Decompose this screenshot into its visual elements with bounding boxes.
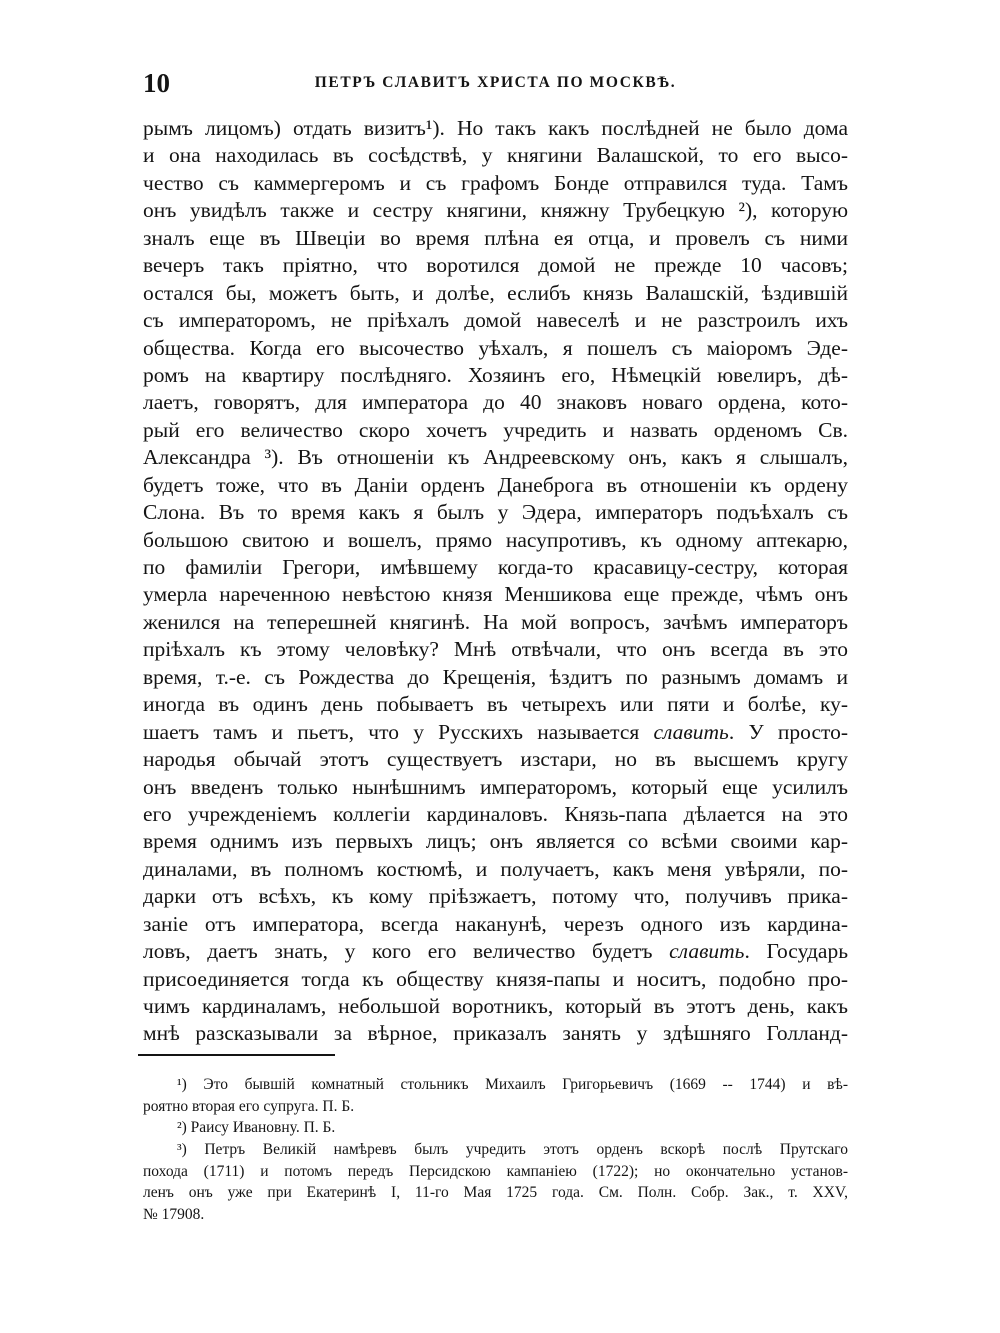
text-line: вечеръ такъ пріятно, что воротился домой не прежде 10 часовъ; (143, 253, 848, 278)
text-line: время, т.-е. съ Рождества до Крещенія, ѣздитъ по разнымъ домамъ и (143, 664, 848, 689)
text-line: и она находилась въ сосѣдствѣ, у княгини Валашской, то его высо- (143, 143, 848, 168)
text-line: съ императоромъ, не пріѣхалъ домой навеселѣ и не разстроилъ ихъ (143, 308, 848, 333)
text-line: общества. Когда его высочество уѣхалъ, я пошелъ съ маіоромъ Эде- (143, 335, 848, 360)
main-text (143, 115, 848, 1048)
text-line: будетъ тоже, что въ Даніи орденъ Данеброга въ отношеніи къ ордену (143, 472, 848, 497)
footnote-line: ленъ онъ уже при Екатеринѣ I, 11-го Мая 1725 года. См. Полн. Собр. Зак., т. XXV, (143, 1184, 848, 1202)
text-line: народья обычай этотъ существуетъ изстари, но въ высшемъ кругу (143, 747, 848, 772)
text-line: пріѣхалъ къ этому человѣку? Мнѣ отвѣчали, что онъ всегда въ это (143, 637, 848, 662)
text-line: лаетъ, говорятъ, для императора до 40 знаковъ новаго ордена, кото- (143, 390, 848, 415)
text-line: онъ увидѣлъ также и сестру княгини, княжну Трубецкую ²), которую (143, 198, 848, 223)
text-line: остался бы, можетъ быть, и долѣе, еслибъ князь Валашскій, ѣздившій (143, 280, 848, 305)
text-line: онъ введенъ только нынѣшнимъ императоромъ, который еще усилилъ (143, 774, 848, 799)
text-line: рымъ лицомъ) отдать визитъ¹). Но такъ какъ послѣдней не было дома (143, 116, 848, 140)
footnote-line: № 17908. (143, 1206, 205, 1224)
running-title: ПЕТРЪ СЛАВИТЪ ХРИСТА ПО МОСКВѢ. (314, 74, 677, 91)
text-line: умерла нареченною невѣстою князя Меншикова еще прежде, чѣмъ онъ (143, 582, 848, 607)
text-line: чимъ кардиналамъ, небольшой воротникъ, который въ этотъ день, какъ (143, 994, 848, 1018)
text-line: ловъ, даетъ знать, у кого его величество будетъ славить. Государь (143, 939, 848, 964)
footnote-line: ²) Раису Ивановну. П. Б. (177, 1119, 336, 1137)
text-line: ромъ на квартиру послѣдняго. Хозяинъ его, Нѣмецкій ювелиръ, дѣ- (143, 362, 848, 387)
text-line: женился на теперешней княгинѣ. На мой вопросъ, зачѣмъ императоръ (143, 609, 848, 634)
footnote-line: похода (1711) и потомъ передъ Персидскою кампаніею (1722); но окончательно установ- (143, 1162, 848, 1180)
text-line: Слона. Въ то время какъ я былъ у Эдера, императоръ подъѣхалъ съ (143, 500, 848, 525)
text-line: присоединяется тогда къ обществу князя-папы и носитъ, подобно про- (143, 966, 848, 991)
text-line: его учрежденіемъ коллегіи кардиналовъ. Князь-папа дѣлается на это (143, 801, 848, 826)
footnotes (143, 1074, 848, 1226)
text-line: шаетъ тамъ и пьетъ, что у Русскихъ называется славить. У просто- (143, 719, 849, 744)
text-line: чество съ каммергеромъ и съ графомъ Бонде отправился туда. Тамъ (143, 170, 848, 195)
text-line: дарки отъ всѣхъ, къ кому пріѣзжаетъ, потому что, получивъ прика- (143, 884, 848, 909)
text-line: Александра ³). Въ отношеніи къ Андреевскому онъ, какъ я слышалъ, (143, 445, 848, 470)
text-line: мнѣ разсказывали за вѣрное, приказалъ занять у здѣшняго Голланд- (143, 1021, 848, 1046)
text-line: иногда въ одинъ день побываетъ въ четырехъ или пяти и болѣе, ку- (143, 692, 848, 717)
text-line: рый его величество скоро хочетъ учредить и назвать орденомъ Св. (143, 417, 848, 442)
footnote-line: ³) Петръ Великій намѣревъ былъ учредить этотъ орденъ вскорѣ послѣ Прутскаго (177, 1141, 848, 1159)
text-line: по фамиліи Грегори, имѣвшему когда-то красавицу-сестру, которая (143, 555, 848, 579)
footnote-line: роятно вторая его супруга. П. Б. (143, 1097, 355, 1115)
page-number: 10 (143, 68, 170, 98)
text-line: зналъ еще въ Швеціи во время плѣна ея отца, и провелъ съ ними (143, 225, 848, 250)
text-line: диналами, въ полномъ костюмѣ, и получаетъ, какъ меня увѣряли, по- (143, 856, 848, 881)
text-line: время однимъ изъ первыхъ лицъ; онъ является со всѣми своими кар- (143, 829, 848, 854)
text-line: заніе отъ императора, всегда наканунѣ, черезъ одного изъ кардина- (143, 911, 848, 936)
footnote-line: ¹) Это бывшій комнатный стольникъ Михаилъ Григорьевичъ (1669 -- 1744) и вѣ- (177, 1076, 848, 1093)
footnote-divider (138, 1054, 335, 1056)
page-header (143, 66, 848, 100)
text-line: большою свитою и вошелъ, прямо насупротивъ, къ одному аптекарю, (143, 527, 848, 552)
